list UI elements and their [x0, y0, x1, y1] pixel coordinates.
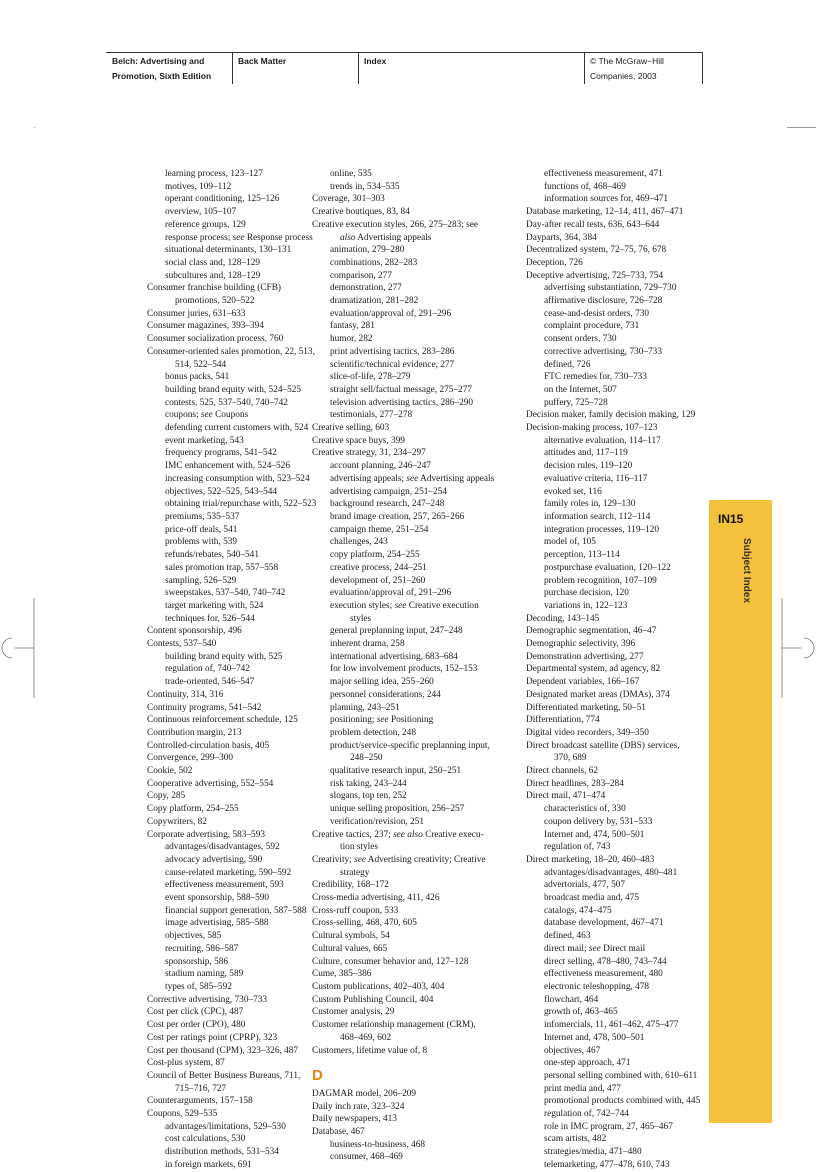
- index-entry: Demographic segmentation, 46–47: [526, 626, 657, 637]
- index-entry: Direct channels, 62: [526, 766, 599, 777]
- index-entry: Creative strategy, 31, 234–297: [312, 448, 426, 459]
- index-entry: Day-after recall tests, 636, 643–644: [526, 219, 660, 230]
- index-subentry: recruiting, 586–587: [165, 943, 239, 954]
- index-subentry: regulation of, 742–744: [544, 1109, 629, 1120]
- index-subentry: inherent drama, 258: [330, 639, 405, 650]
- index-subentry: print advertising tactics, 283–286: [330, 346, 455, 357]
- index-subentry: direct mail; see Direct mail: [544, 943, 646, 954]
- index-subentry: subcultures and, 128–129: [165, 270, 261, 281]
- index-entry: Direct headlines, 283–284: [526, 778, 624, 789]
- index-subentry: flowchart, 464: [544, 994, 599, 1005]
- registration-mark-left: [0, 598, 36, 698]
- index-subentry: planning, 243–251: [330, 702, 400, 713]
- index-entry: Controlled-circulation basis, 405: [147, 740, 270, 751]
- index-subentry: copy platform, 254–255: [330, 550, 420, 561]
- index-subentry: demonstration, 277: [330, 283, 402, 294]
- index-entry: Deceptive advertising, 725–733, 754: [526, 270, 664, 281]
- index-subentry: print media and, 477: [544, 1083, 621, 1094]
- index-subentry: consumer, 468–469: [330, 1152, 403, 1163]
- running-header: [106, 52, 702, 86]
- index-entry: Coupons, 529–535: [147, 1109, 218, 1120]
- index-subentry: styles: [350, 613, 372, 624]
- index-subentry: personal selling combined with, 610–611: [544, 1070, 698, 1081]
- index-entry: Daily inch rate, 323–324: [312, 1101, 405, 1112]
- index-subentry: advertising campaign, 251–254: [330, 486, 447, 497]
- index-subentry: effectiveness measurement, 471: [544, 169, 663, 179]
- index-subentry: advertorials, 477, 507: [544, 880, 626, 891]
- index-subentry: humor, 282: [330, 334, 373, 345]
- index-entry: Cultural symbols, 54: [312, 931, 390, 942]
- index-subentry: puffery, 725–728: [544, 397, 608, 408]
- index-entry: Corporate advertising, 583–593: [147, 829, 265, 840]
- index-entry: Direct broadcast satellite (DBS) services,: [526, 740, 680, 751]
- index-entry: Cost per ratings point (CPRP), 323: [147, 1032, 278, 1043]
- index-subentry: promotions, 520–522: [175, 296, 255, 307]
- index-subentry: role in IMC program, 27, 465–467: [544, 1121, 673, 1132]
- index-subentry: alternative evaluation, 114–117: [544, 435, 661, 446]
- index-subentry: target marketing with, 524: [165, 600, 264, 611]
- index-entry: Customer relationship management (CRM),: [312, 1020, 476, 1031]
- index-subentry: Internet and, 478, 500–501: [544, 1032, 645, 1043]
- index-entry: Customer analysis, 29: [312, 1007, 395, 1018]
- index-subentry: evaluation/approval of, 291–296: [330, 308, 452, 319]
- index-entry: Convergence, 299–300: [147, 753, 234, 764]
- margin-crop-mark: [787, 127, 816, 128]
- index-subentry: postpurchase evaluation, 120–122: [544, 562, 671, 573]
- index-entry: Coverage, 301–303: [312, 194, 385, 205]
- index-subentry: sponsorship, 586: [165, 956, 229, 967]
- index-subentry: problem detection, 248: [330, 727, 416, 738]
- index-subentry: trade-oriented, 546–547: [165, 677, 255, 688]
- index-subentry: building brand equity with, 524–525: [165, 384, 302, 395]
- index-subentry: trends in, 534–535: [330, 181, 400, 192]
- index-subentry: cease-and-desist orders, 730: [544, 308, 650, 319]
- index-subentry: infomercials, 11, 461–462, 475–477: [544, 1020, 679, 1031]
- index-entry: Corrective advertising, 730–733: [147, 994, 268, 1005]
- index-subentry: increasing consumption with, 523–524: [165, 473, 310, 484]
- index-entry: Content sponsorship, 496: [147, 626, 242, 637]
- index-subentry: slice-of-life, 278–279: [330, 372, 411, 383]
- index-subentry: functions of, 468–469: [544, 181, 626, 192]
- index-subentry: sales promotion trap, 557–558: [165, 562, 279, 573]
- index-subentry: defined, 726: [544, 359, 591, 370]
- index-subentry: motives, 109–112: [165, 181, 232, 192]
- index-entry: Decision maker, family decision making, 129: [526, 410, 696, 421]
- index-subentry: evaluation/approval of, 291–296: [330, 588, 452, 599]
- index-subentry: testimonials, 277–278: [330, 410, 413, 421]
- index-entry: Direct mail, 471–474: [526, 791, 606, 802]
- index-subentry: integration processes, 119–120: [544, 524, 660, 535]
- index-entry: Designated market areas (DMAs), 374: [526, 689, 670, 700]
- index-subentry: product/service-specific preplanning input,: [330, 740, 490, 751]
- index-entry: Copy platform, 254–255: [147, 804, 239, 815]
- index-subentry: development of, 251–260: [330, 575, 426, 586]
- index-subentry: 248–250: [350, 753, 383, 764]
- side-tab-title: Subject Index: [741, 538, 752, 604]
- index-subentry: IMC enhancement with, 524–526: [165, 461, 290, 472]
- index-entry: Demonstration advertising, 277: [526, 651, 644, 662]
- index-entry: Consumer franchise building (CFB): [147, 283, 282, 294]
- index-subentry: event sponsorship, 588–590: [165, 893, 270, 904]
- index-entry: Digital video recorders, 349–350: [526, 727, 649, 738]
- margin-dot: [34, 127, 35, 128]
- index-subentry: effectiveness measurement, 593: [165, 880, 284, 891]
- index-subentry: decision rules, 119–120: [544, 461, 633, 472]
- index-subentry: evoked set, 116: [544, 486, 602, 497]
- index-subentry: direct selling, 478–480, 743–744: [544, 956, 667, 967]
- index-subentry: consent orders, 730: [544, 334, 617, 345]
- side-tab-page-number: IN15: [718, 512, 744, 526]
- index-entry: Database marketing, 12–14, 411, 467–471: [526, 207, 684, 218]
- index-subentry: effectiveness measurement, 480: [544, 969, 663, 980]
- index-subentry: cause-related marketing, 590–592: [165, 867, 292, 878]
- index-subentry: 468–469, 602: [340, 1032, 392, 1043]
- index-subentry: obtaining trial/repurchase with, 522–523: [165, 499, 317, 510]
- index-subentry: corrective advertising, 730–733: [544, 346, 662, 357]
- index-subentry: scam artists, 482: [544, 1134, 607, 1145]
- index-subentry: creative process, 244–251: [330, 562, 427, 573]
- registration-mark-right: [780, 598, 816, 698]
- index-entry: Creative execution styles, 266, 275–283; see: [312, 219, 479, 230]
- index-subentry: evaluative criteria, 116–117: [544, 473, 648, 484]
- index-entry: Creative space buys, 399: [312, 435, 405, 446]
- index-column-2: [312, 168, 517, 1164]
- index-subentry: tion styles: [340, 842, 378, 853]
- index-entry: Differentiated marketing, 50–51: [526, 702, 646, 713]
- index-subentry: coupon delivery by, 531–533: [544, 816, 653, 827]
- index-subentry: refunds/rebates, 540–541: [165, 550, 259, 561]
- index-entry: Cross-selling, 468, 470, 605: [312, 918, 417, 929]
- index-subentry: campaign theme, 251–254: [330, 524, 429, 535]
- index-subentry: database development, 467–471: [544, 918, 664, 929]
- index-subentry: premiums, 535–537: [165, 511, 240, 522]
- index-subentry: learning process, 123–127: [165, 169, 263, 179]
- index-subentry: 370, 689: [554, 753, 587, 764]
- index-subentry: major selling idea, 255–260: [330, 677, 434, 688]
- index-subentry: complaint procedure, 731: [544, 321, 640, 332]
- index-entry: Deception, 726: [526, 257, 583, 268]
- index-subentry: affirmative disclosure, 726–728: [544, 296, 663, 307]
- index-subentry: objectives, 467: [544, 1045, 601, 1056]
- index-subentry: FTC remedies for, 730–733: [544, 372, 647, 383]
- index-subentry: catalogs, 474–475: [544, 905, 612, 916]
- index-entry: DAGMAR model, 206–209: [312, 1088, 417, 1099]
- index-subentry: one-step approach, 471: [544, 1058, 631, 1069]
- index-subentry: purchase decision, 120: [544, 588, 629, 599]
- index-subentry: verification/revision, 251: [330, 816, 424, 827]
- index-entry: Creative boutiques, 83, 84: [312, 207, 410, 218]
- index-subentry: for low involvement products, 152–153: [330, 664, 478, 675]
- index-subentry: strategies/media, 471–480: [544, 1147, 642, 1158]
- index-subentry: online, 535: [330, 169, 372, 179]
- header-rule: [106, 52, 702, 53]
- index-subentry: situational determinants, 130–131: [165, 245, 292, 256]
- index-entry: Cooperative advertising, 552–554: [147, 778, 274, 789]
- index-subentry: advocacy advertising, 590: [165, 854, 263, 865]
- index-side-tab: [709, 500, 772, 1123]
- index-subentry: international advertising, 683–684: [330, 651, 458, 662]
- index-subentry: family roles in, 129–130: [544, 499, 636, 510]
- index-subentry: animation, 279–280: [330, 245, 405, 256]
- index-entry: Copywriters, 82: [147, 816, 207, 827]
- index-entry: Credibility, 168–172: [312, 880, 389, 891]
- index-subentry: information sources for, 469–471: [544, 194, 669, 205]
- index-subentry: positioning; see Positioning: [330, 715, 434, 726]
- index-subentry: electronic teleshopping, 478: [544, 982, 650, 992]
- index-subentry: stadium naming, 589: [165, 969, 244, 980]
- header-book-title: Belch: Advertising and Promotion, Sixth Edition: [112, 56, 212, 81]
- index-entry: Consumer magazines, 393–394: [147, 321, 264, 332]
- index-subentry: defending current customers with, 524: [165, 423, 309, 434]
- index-subentry: unique selling proposition, 256–257: [330, 804, 465, 815]
- index-subentry: execution styles; see Creative execution: [330, 600, 479, 611]
- index-entry: Contribution margin, 213: [147, 727, 242, 738]
- index-entry: Decoding, 143–145: [526, 613, 600, 624]
- index-subentry: contests, 525, 537–540, 740–742: [165, 397, 288, 408]
- index-subentry: regulation of, 743: [544, 842, 611, 853]
- index-subentry: sampling, 526–529: [165, 575, 237, 586]
- index-subentry: financial support generation, 587–588: [165, 905, 307, 916]
- index-subentry: advantages/limitations, 529–530: [165, 1121, 286, 1132]
- index-column-3: [526, 168, 731, 1172]
- index-subentry: cost calculations, 530: [165, 1134, 246, 1145]
- index-subentry: distribution methods, 531–534: [165, 1147, 279, 1158]
- index-subentry: promotional products combined with, 445: [544, 1096, 701, 1107]
- index-entry: Consumer-oriented sales promotion, 22, 513,: [147, 346, 315, 357]
- section-letter-d: D: [312, 1067, 323, 1085]
- header-copyright: © The McGraw−Hill Companies, 2003: [590, 56, 664, 81]
- index-entry: Consumer socialization process, 760: [147, 334, 284, 345]
- index-entry: Cost per order (CPO), 480: [147, 1020, 246, 1031]
- index-entry: Decision-making process, 107–123: [526, 423, 658, 434]
- index-subentry: objectives, 585: [165, 931, 222, 942]
- index-subentry: perception, 113–114: [544, 550, 620, 561]
- index-subentry: building brand equity with, 525: [165, 651, 283, 662]
- index-subentry: frequency programs, 541–542: [165, 448, 277, 459]
- index-subentry: problems with, 539: [165, 537, 238, 548]
- index-entry: Cross-ruff coupon, 533: [312, 905, 399, 916]
- index-entry: Cume, 385–386: [312, 969, 372, 980]
- index-subentry: general preplanning input, 247–248: [330, 626, 463, 637]
- index-entry: Continuity, 314, 316: [147, 689, 224, 700]
- index-subentry: sweepstakes, 537–540, 740–742: [165, 588, 286, 599]
- index-entry: Decentralized system, 72–75, 76, 678: [526, 245, 667, 256]
- index-subentry: qualitative research input, 250–251: [330, 766, 462, 777]
- index-subentry: Internet and, 474, 500–501: [544, 829, 645, 840]
- index-subentry: advantages/disadvantages, 592: [165, 842, 280, 853]
- header-divider: [702, 52, 703, 84]
- index-subentry: characteristics of, 330: [544, 804, 626, 815]
- index-subentry: comparison, 277: [330, 270, 392, 281]
- index-subentry: risk taking, 243–244: [330, 778, 407, 789]
- index-subentry: defined, 463: [544, 931, 591, 942]
- index-subentry: variations in, 122–123: [544, 600, 628, 611]
- index-entry: Cost per click (CPC), 487: [147, 1007, 244, 1018]
- index-entry: Dayparts, 364, 384: [526, 232, 597, 243]
- index-entry: Creativity; see Advertising creativity; Creative: [312, 854, 486, 865]
- index-entry: Direct marketing, 18–20, 460–483: [526, 854, 655, 865]
- index-subentry: business-to-business, 468: [330, 1139, 426, 1150]
- index-entry: Demographic selectivity, 396: [526, 639, 636, 650]
- header-section: Back Matter: [238, 56, 287, 66]
- index-subentry: advertising substantiation, 729–730: [544, 283, 677, 294]
- index-subentry: price-off deals, 541: [165, 524, 238, 535]
- index-subentry: telemarketing, 477–478, 610, 743: [544, 1159, 670, 1170]
- index-entry: Cookie, 502: [147, 766, 193, 777]
- index-subentry: objectives, 522–525, 543–544: [165, 486, 278, 497]
- index-subentry: brand image creation, 257, 265–266: [330, 511, 465, 522]
- index-subentry: account planning, 246–247: [330, 461, 431, 472]
- index-subentry: operant conditioning, 125–126: [165, 194, 280, 205]
- index-entry: Counterarguments, 157–158: [147, 1096, 253, 1107]
- index-subentry: background research, 247–248: [330, 499, 445, 510]
- index-subentry: fantasy, 281: [330, 321, 375, 332]
- index-entry: Creative selling, 603: [312, 423, 390, 434]
- index-subentry: dramatization, 281–282: [330, 296, 419, 307]
- index-subentry: regulation of, 740–742: [165, 664, 250, 675]
- index-subentry: scientific/technical evidence, 277: [330, 359, 455, 370]
- index-subentry: information search, 112–114: [544, 511, 651, 522]
- index-subentry: television advertising tactics, 286–290: [330, 397, 474, 408]
- index-entry: Daily newspapers, 413: [312, 1114, 397, 1125]
- index-subentry: image advertising, 585–588: [165, 918, 269, 929]
- index-entry: Creative tactics, 237; see also Creative execu-: [312, 829, 484, 840]
- index-subentry: attitudes and, 117–119: [544, 448, 628, 459]
- index-subentry: growth of, 463–465: [544, 1007, 618, 1018]
- index-subentry: in foreign markets, 691: [165, 1159, 252, 1170]
- index-entry: Custom Publishing Council, 404: [312, 994, 434, 1005]
- index-subentry: advertising appeals; see Advertising appeals: [330, 473, 495, 484]
- index-subentry: strategy: [340, 867, 370, 878]
- index-subentry: personnel considerations, 244: [330, 689, 441, 700]
- index-subentry: slogans, top ten, 252: [330, 791, 407, 802]
- index-entry: Contests, 537–540: [147, 639, 217, 650]
- index-subentry: 514, 522–544: [175, 359, 227, 370]
- index-subentry: response process; see Response process: [165, 232, 313, 243]
- index-entry: Cultural values, 665: [312, 943, 388, 954]
- index-subentry: on the Internet, 507: [544, 384, 617, 395]
- index-subentry: types of, 585–592: [165, 982, 232, 992]
- index-subentry: techniques for, 526–544: [165, 613, 255, 624]
- index-subentry: combinations, 282–283: [330, 257, 418, 268]
- index-subentry: overview, 105–107: [165, 207, 237, 218]
- index-entry: Departmental system, ad agency, 82: [526, 664, 661, 675]
- index-subentry: bonus packs, 541: [165, 372, 230, 383]
- index-subentry: social class and, 128–129: [165, 257, 261, 268]
- index-subentry: broadcast media and, 475: [544, 893, 640, 904]
- index-subentry: model of, 105: [544, 537, 596, 548]
- index-subentry: coupons; see Coupons: [165, 410, 249, 421]
- index-subentry: reference groups, 129: [165, 219, 246, 230]
- index-entry: Database, 467: [312, 1127, 365, 1138]
- index-subentry: also Advertising appeals: [340, 232, 432, 243]
- index-entry: Council of Better Business Bureaus, 711,: [147, 1070, 301, 1081]
- index-entry: Continuous reinforcement schedule, 125: [147, 715, 298, 726]
- index-subentry: 715–716, 727: [175, 1083, 227, 1094]
- index-entry: Cost-plus system, 87: [147, 1058, 225, 1069]
- index-entry: Dependent variables, 166–167: [526, 677, 640, 688]
- index-entry: Culture, consumer behavior and, 127–128: [312, 956, 469, 967]
- index-entry: Custom publications, 402–403, 404: [312, 982, 445, 992]
- index-subentry: advantages/disadvantages, 480–481: [544, 867, 678, 878]
- header-chapter: Index: [364, 56, 387, 66]
- index-entry: Consumer juries, 631–633: [147, 308, 246, 319]
- index-entry: Copy, 285: [147, 791, 186, 802]
- index-entry: Differentiation, 774: [526, 715, 600, 726]
- index-subentry: challenges, 243: [330, 537, 388, 548]
- index-subentry: event marketing, 543: [165, 435, 244, 446]
- index-subentry: problem recognition, 107–109: [544, 575, 657, 586]
- index-entry: Cost per thousand (CPM), 323–326, 487: [147, 1045, 299, 1056]
- index-entry: Customers, lifetime value of, 8: [312, 1045, 428, 1056]
- index-entry: Continuity programs, 541–542: [147, 702, 262, 713]
- index-entry: Cross-media advertising, 411, 426: [312, 893, 440, 904]
- index-subentry: straight sell/factual message, 275–277: [330, 384, 472, 395]
